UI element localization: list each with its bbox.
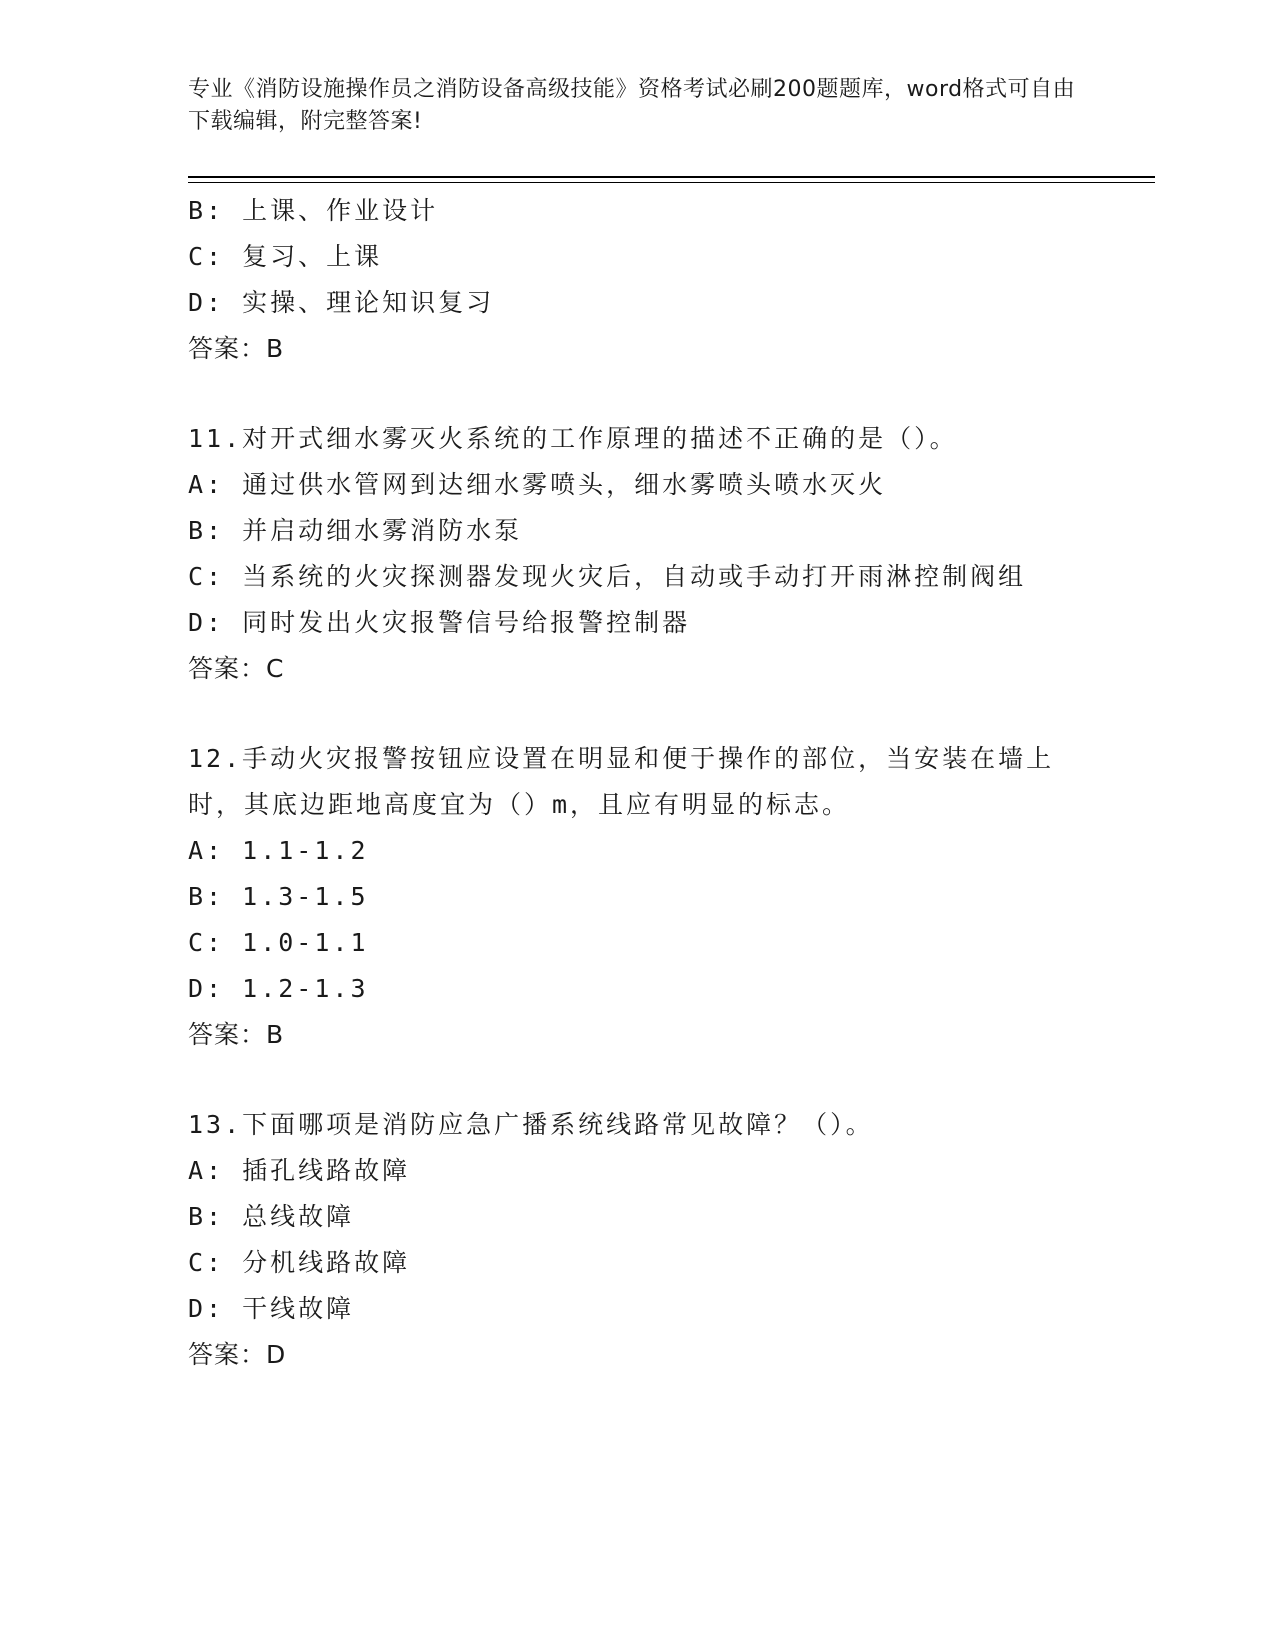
- option-a: A: 通过供水管网到达细水雾喷头，细水雾喷头喷水灭火: [188, 470, 887, 499]
- option-c: C: 当系统的火灾探测器发现火灾后，自动或手动打开雨淋控制阀组: [188, 562, 1027, 591]
- option-b: B: 上课、作业设计: [188, 196, 439, 225]
- answer-line: 答案：D: [188, 1340, 287, 1369]
- header-divider-thick: [188, 176, 1155, 178]
- option-a: A: 插孔线路故障: [188, 1156, 411, 1185]
- answer-line: 答案：B: [188, 1020, 285, 1049]
- spacer: [188, 1058, 1088, 1102]
- option-d: D: 1.2-1.3: [188, 974, 369, 1003]
- option-b: B: 总线故障: [188, 1202, 355, 1231]
- option-d: D: 同时发出火灾报警信号给报警控制器: [188, 608, 691, 637]
- question-stem: 11.对开式细水雾灭火系统的工作原理的描述不正确的是（）。: [188, 424, 958, 453]
- document-intro: 专业《消防设施操作员之消防设备高级技能》资格考试必刷200题题库，word格式可自由下载编辑，附完整答案!: [188, 77, 1076, 134]
- option-b: B: 1.3-1.5: [188, 882, 369, 911]
- answer-line: 答案：C: [188, 654, 285, 683]
- previous-question-block: [188, 188, 1088, 372]
- header-divider-thin: [188, 182, 1155, 183]
- option-d: D: 实操、理论知识复习: [188, 288, 495, 317]
- option-a: A: 1.1-1.2: [188, 836, 369, 865]
- answer-line: 答案：B: [188, 334, 285, 363]
- option-c: C: 1.0-1.1: [188, 928, 369, 957]
- question-12: [188, 736, 1088, 1058]
- option-b: B: 并启动细水雾消防水泵: [188, 516, 523, 545]
- option-d: D: 干线故障: [188, 1294, 355, 1323]
- option-c: C: 复习、上课: [188, 242, 383, 271]
- question-stem-line-1: 12.手动火灾报警按钮应设置在明显和便于操作的部位，当安装在墙上: [188, 744, 1055, 773]
- question-13: [188, 1102, 1088, 1378]
- question-stem-line-2: 时，其底边距地高度宜为（）m，且应有明显的标志。: [188, 790, 851, 819]
- question-content: [188, 188, 1088, 1378]
- question-stem: 13.下面哪项是消防应急广播系统线路常见故障？（）。: [188, 1110, 874, 1139]
- spacer: [188, 372, 1088, 416]
- question-11: [188, 416, 1088, 692]
- spacer: [188, 692, 1088, 736]
- option-c: C: 分机线路故障: [188, 1248, 411, 1277]
